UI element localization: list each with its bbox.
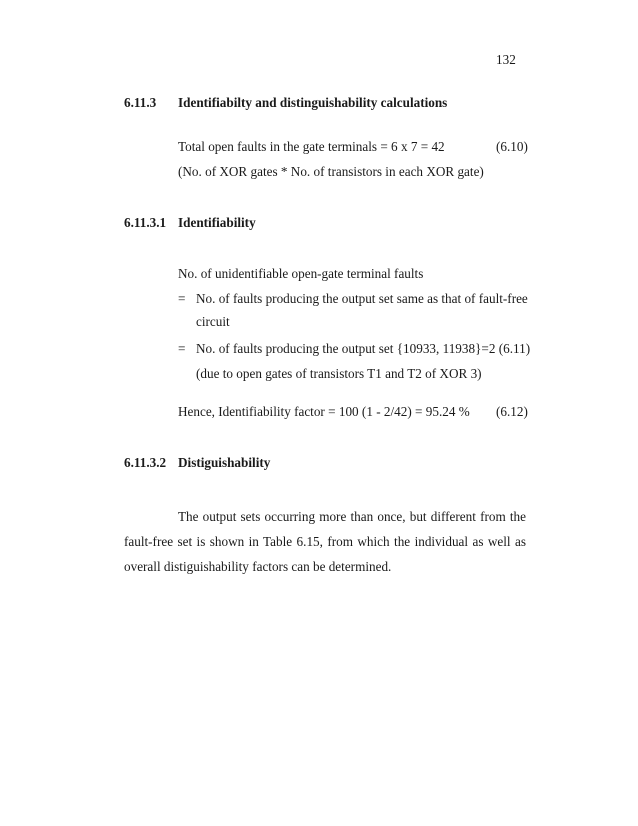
total-faults-explanation: (No. of XOR gates * No. of transistors in each XOR gate) — [178, 164, 484, 179]
paragraph-text: The output sets occurring more than once, but different from the fault-free set is shown in Table 6.15, from which the individual as well as overall distiguishability factors can be determined. — [124, 509, 526, 574]
bullet2-line2: (due to open gates of transistors T1 and T2 of XOR 3) — [196, 366, 482, 381]
equals-sign: = — [178, 341, 186, 356]
unidentifiable-intro: No. of unidentifiable open-gate terminal faults — [178, 266, 424, 281]
subsection-title: Distiguishability — [178, 455, 271, 470]
equation-number: (6.10) — [496, 139, 528, 154]
subsection-number: 6.11.3.2 — [124, 455, 167, 470]
section-number: 6.11.3 — [124, 95, 157, 110]
distinguishability-paragraph — [124, 504, 526, 579]
bullet1-line2: circuit — [196, 314, 230, 329]
subsection-number: 6.11.3.1 — [124, 215, 167, 230]
page-number: 132 — [496, 52, 516, 67]
equation-number: (6.12) — [496, 404, 528, 419]
total-faults-line: Total open faults in the gate terminals = 6 x 7 = 42 — [178, 139, 445, 154]
bullet1-line1: No. of faults producing the output set same as that of fault-free — [196, 291, 528, 306]
subsection-title: Identifiability — [178, 215, 256, 230]
bullet2-line1: No. of faults producing the output set {10933, 11938}=2 (6.11) — [196, 341, 531, 356]
section-title: Identifiabilty and distinguishability calculations — [178, 95, 448, 110]
equals-sign: = — [178, 291, 186, 306]
identifiability-factor-line: Hence, Identifiability factor = 100 (1 - 2/42) = 95.24 % — [178, 404, 470, 419]
